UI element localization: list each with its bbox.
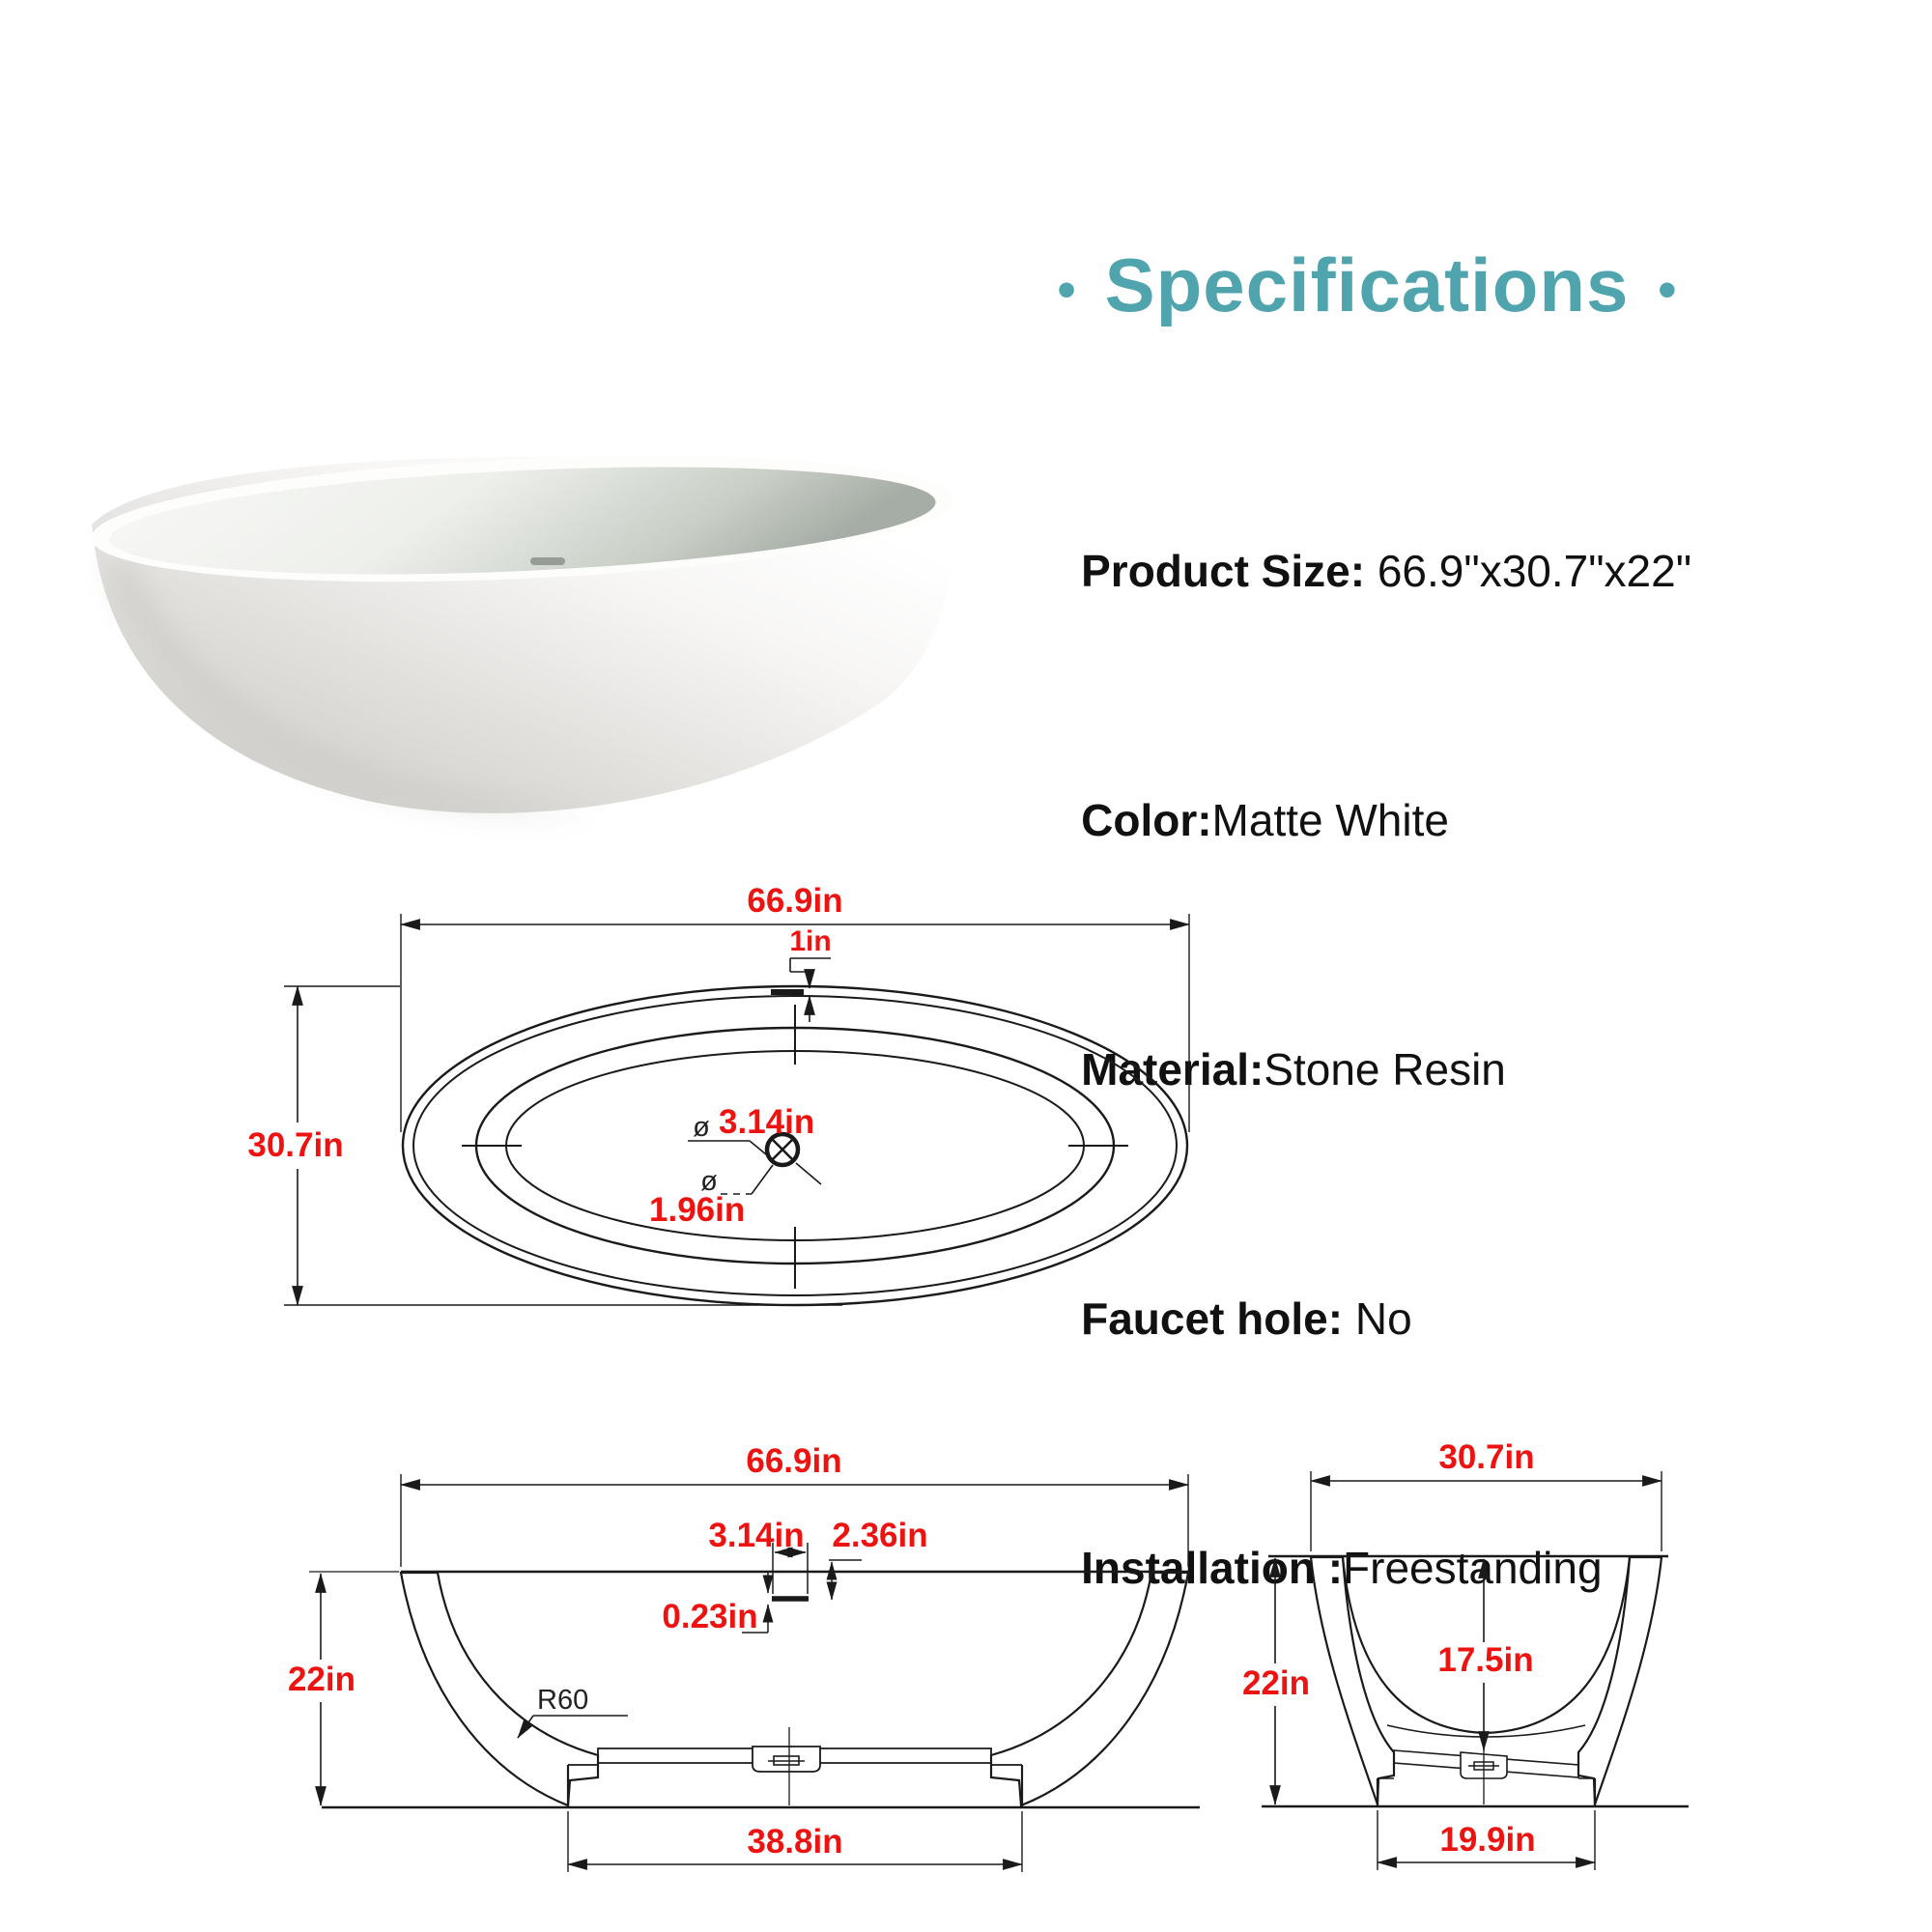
- spec-row-product-size: [1032, 446, 1785, 696]
- spec-label: Installation :: [1081, 1543, 1344, 1593]
- spec-label: Faucet hole:: [1081, 1293, 1344, 1344]
- overflow-slot-label: 1in: [789, 925, 832, 957]
- specifications-header: [995, 242, 1739, 329]
- tub-outline-top: [403, 986, 1187, 1305]
- tub-overflow-slot: [530, 557, 565, 565]
- bullet-dot-left: •: [1057, 260, 1076, 319]
- dimension-inner-depth: [1437, 1559, 1533, 1750]
- drain-diameter-label: 3.14in: [719, 1103, 815, 1141]
- diameter-symbol: ø: [693, 1112, 710, 1143]
- side-width-label: 30.7in: [1438, 1438, 1535, 1476]
- drain-symbol: [767, 1134, 821, 1184]
- spec-value: Matte White: [1211, 795, 1449, 845]
- bathtub-photo: [89, 440, 957, 813]
- dimension-drain-diameter: [688, 1103, 814, 1159]
- dimension-front-height: [288, 1572, 399, 1805]
- spec-value: 66.9"x30.7"x22": [1365, 546, 1692, 596]
- spec-value: Freestanding: [1343, 1543, 1603, 1593]
- dimension-base-length: [568, 1811, 1022, 1872]
- base-length-label: 38.8in: [747, 1823, 843, 1861]
- side-height-label: 22in: [1241, 1664, 1311, 1702]
- overflow-thickness-label: 0.23in: [662, 1598, 758, 1635]
- drain-inner-diameter-label: 1.96in: [649, 1191, 746, 1229]
- corner-radius-label: R60: [537, 1685, 589, 1716]
- base-width-label: 19.9in: [1439, 1821, 1536, 1859]
- front-view-drawing: [287, 1430, 1217, 1893]
- diameter-symbol: ø: [700, 1166, 718, 1197]
- dimension-side-width: [1311, 1438, 1662, 1551]
- spec-value: No: [1343, 1293, 1412, 1344]
- bullet-dot-right: •: [1658, 260, 1677, 319]
- inner-depth-label: 17.5in: [1437, 1641, 1534, 1679]
- dimension-side-height: [1242, 1558, 1310, 1804]
- overflow-offset-label: 2.36in: [832, 1517, 928, 1554]
- front-length-label: 66.9in: [746, 1442, 842, 1480]
- overflow-detail-front: [662, 1517, 927, 1635]
- dimension-top-width: [247, 986, 842, 1305]
- spec-label: Material:: [1081, 1044, 1264, 1094]
- tub-outline-side: [1262, 1556, 1689, 1806]
- tub-outline-front: [322, 1572, 1200, 1807]
- overflow-width-label: 3.14in: [708, 1517, 805, 1554]
- front-height-label: 22in: [287, 1661, 356, 1698]
- dimension-drain-inner-diameter: [649, 1165, 773, 1229]
- side-view-drawing: [1227, 1430, 1729, 1893]
- top-length-label: 66.9in: [747, 882, 843, 920]
- radius-callout: [518, 1685, 628, 1738]
- product-photo: [53, 411, 980, 845]
- spec-label: Color:: [1081, 795, 1212, 845]
- specifications-title: Specifications: [1104, 242, 1630, 327]
- spec-label: Product Size:: [1081, 546, 1366, 596]
- dimension-base-width: [1378, 1810, 1595, 1870]
- spec-value: Stone Resin: [1264, 1044, 1506, 1094]
- top-view-drawing: [213, 882, 1236, 1362]
- top-width-label: 30.7in: [247, 1126, 344, 1164]
